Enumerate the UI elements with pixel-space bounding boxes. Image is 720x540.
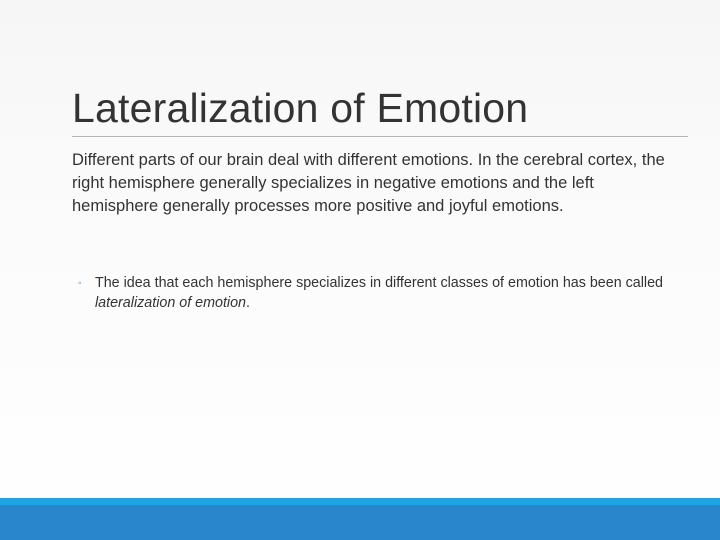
footer-accent-stripe (0, 498, 720, 505)
slide-title: Lateralization of Emotion (72, 85, 529, 131)
body-paragraph: Different parts of our brain deal with different emotions. In the cerebral cortex, the right hemisphere generally specializes in negative emotions and the left hemisphere generally processes more positive and joyful emotions. (72, 151, 665, 215)
footer-bar (0, 505, 720, 540)
bullet-circle-icon: ◦ (78, 278, 82, 289)
bullet-text-emphasis: lateralization of emotion (95, 295, 246, 311)
bullet-text (95, 273, 675, 313)
bullet-text-prefix: The idea that each hemisphere specializes in different classes of emotion has been called (95, 275, 663, 291)
title-divider (72, 136, 688, 137)
bullet-text-suffix: . (246, 295, 250, 311)
